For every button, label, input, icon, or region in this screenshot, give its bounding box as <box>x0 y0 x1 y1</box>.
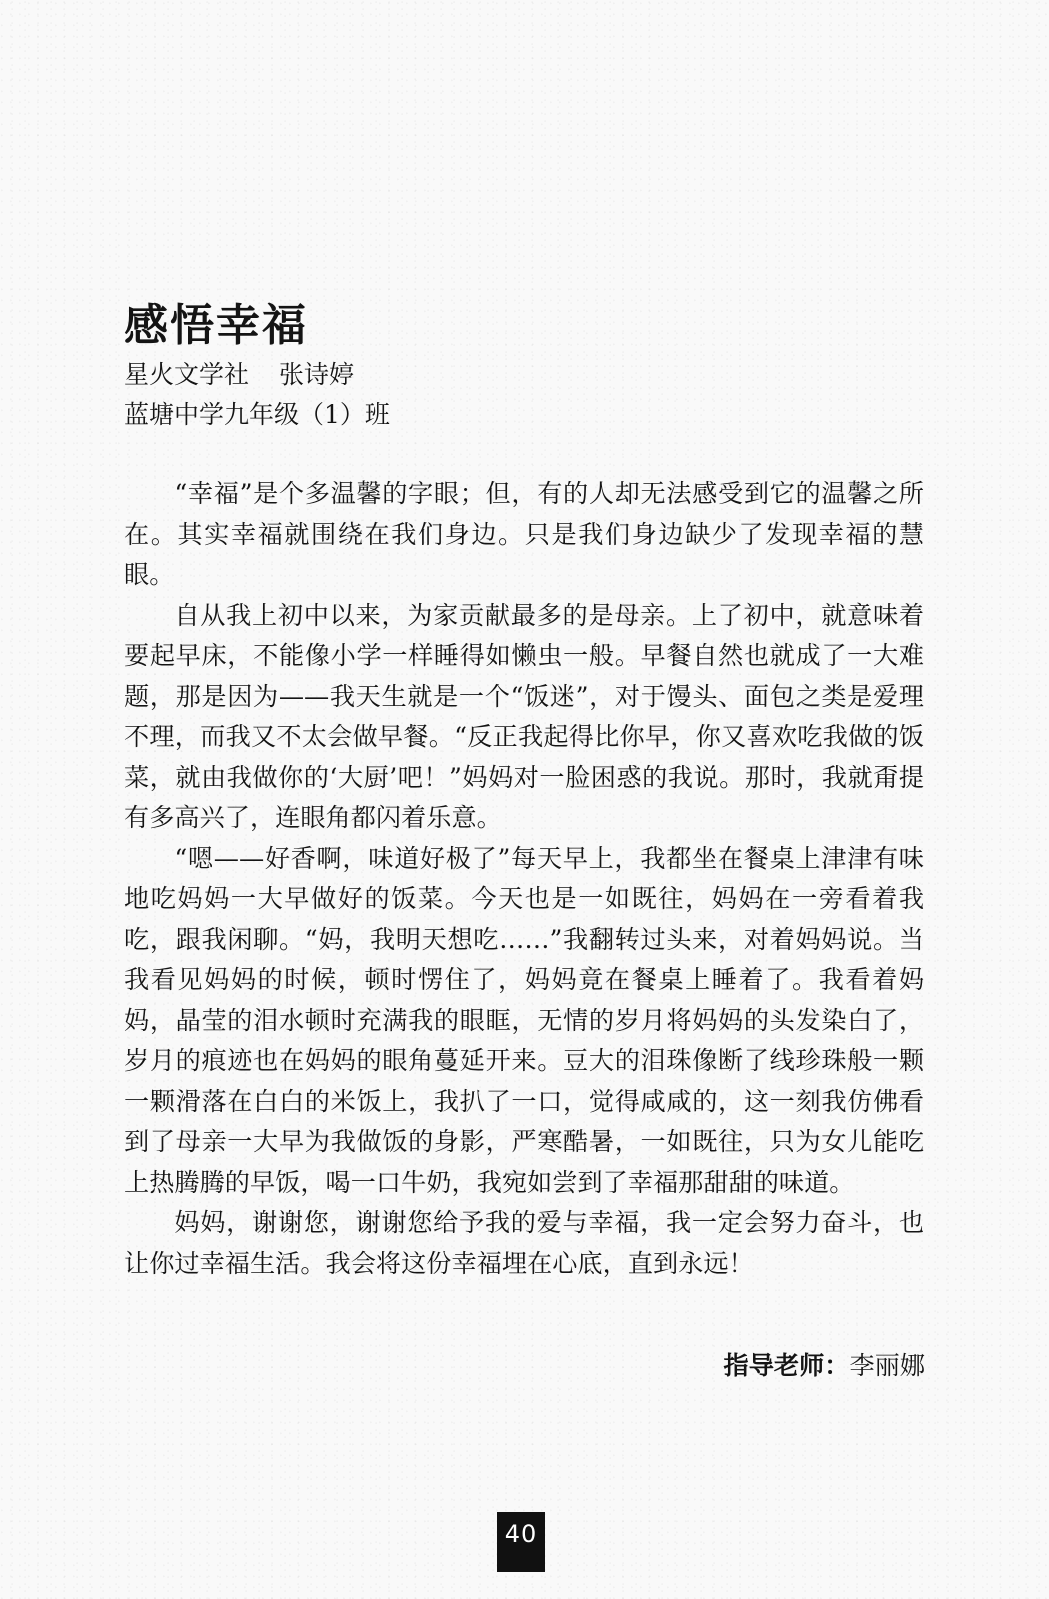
advisor-label: 指导老师： <box>723 1351 850 1380</box>
advisor-credit <box>724 1346 926 1386</box>
byline-society-author <box>124 358 354 392</box>
page-number: 40 <box>497 1512 545 1572</box>
author-name: 张诗婷 <box>279 360 355 389</box>
paragraph-2: 自从我上初中以来，为家贡献最多的是母亲。上了初中，就意味着要起早床，不能像小学一样睡得如懒虫一般。早餐自然也就成了一大难题，那是因为——我天生就是一个“饭迷”，对于馒头、面包之类是爱理不理，而我又不太会做早餐。“反正我起得比你早，你又喜欢吃我做的饭菜，就由我做你的‘大厨’吧！”妈妈对一脸困惑的我说。那时，我就甭提有多高兴了，连眼角都闪着乐意。 <box>124 600 924 832</box>
article-body <box>124 474 924 1284</box>
article-title: 感悟幸福 <box>124 300 308 351</box>
advisor-name: 李丽娜 <box>849 1351 925 1380</box>
byline-school-class: 蓝塘中学九年级（1）班 <box>124 400 390 429</box>
society-name: 星火文学社 <box>124 360 250 389</box>
paragraph-1: “幸福”是个多温馨的字眼；但，有的人却无法感受到它的温馨之所在。其实幸福就围绕在我们身边。只是我们身边缺少了发现幸福的慧眼。 <box>124 479 924 589</box>
paragraph-4: 妈妈，谢谢您，谢谢您给予我的爱与幸福，我一定会努力奋斗，也让你过幸福生活。我会将这份幸福埋在心底，直到永远！ <box>124 1208 924 1278</box>
paragraph-3: “嗯——好香啊，味道好极了”每天早上，我都坐在餐桌上津津有味地吃妈妈一大早做好的饭菜。今天也是一如既往，妈妈在一旁看着我吃，跟我闲聊。“妈，我明天想吃……”我翻转过头来，对着妈妈说。当我看见妈妈的时候，顿时愣住了，妈妈竟在餐桌上睡着了。我看着妈妈，晶莹的泪水顿时充满我的眼眶，无情的岁月将妈妈的头发染白了，岁月的痕迹也在妈妈的眼角蔓延开来。豆大的泪珠像断了线珍珠般一颗一颗滑落在白白的米饭上，我扒了一口，觉得咸咸的，这一刻我仿佛看到了母亲一大早为我做饭的身影，严寒酷暑，一如既往，只为女儿能吃上热腾腾的早饭，喝一口牛奶，我宛如尝到了幸福那甜甜的味道。 <box>124 843 924 1197</box>
